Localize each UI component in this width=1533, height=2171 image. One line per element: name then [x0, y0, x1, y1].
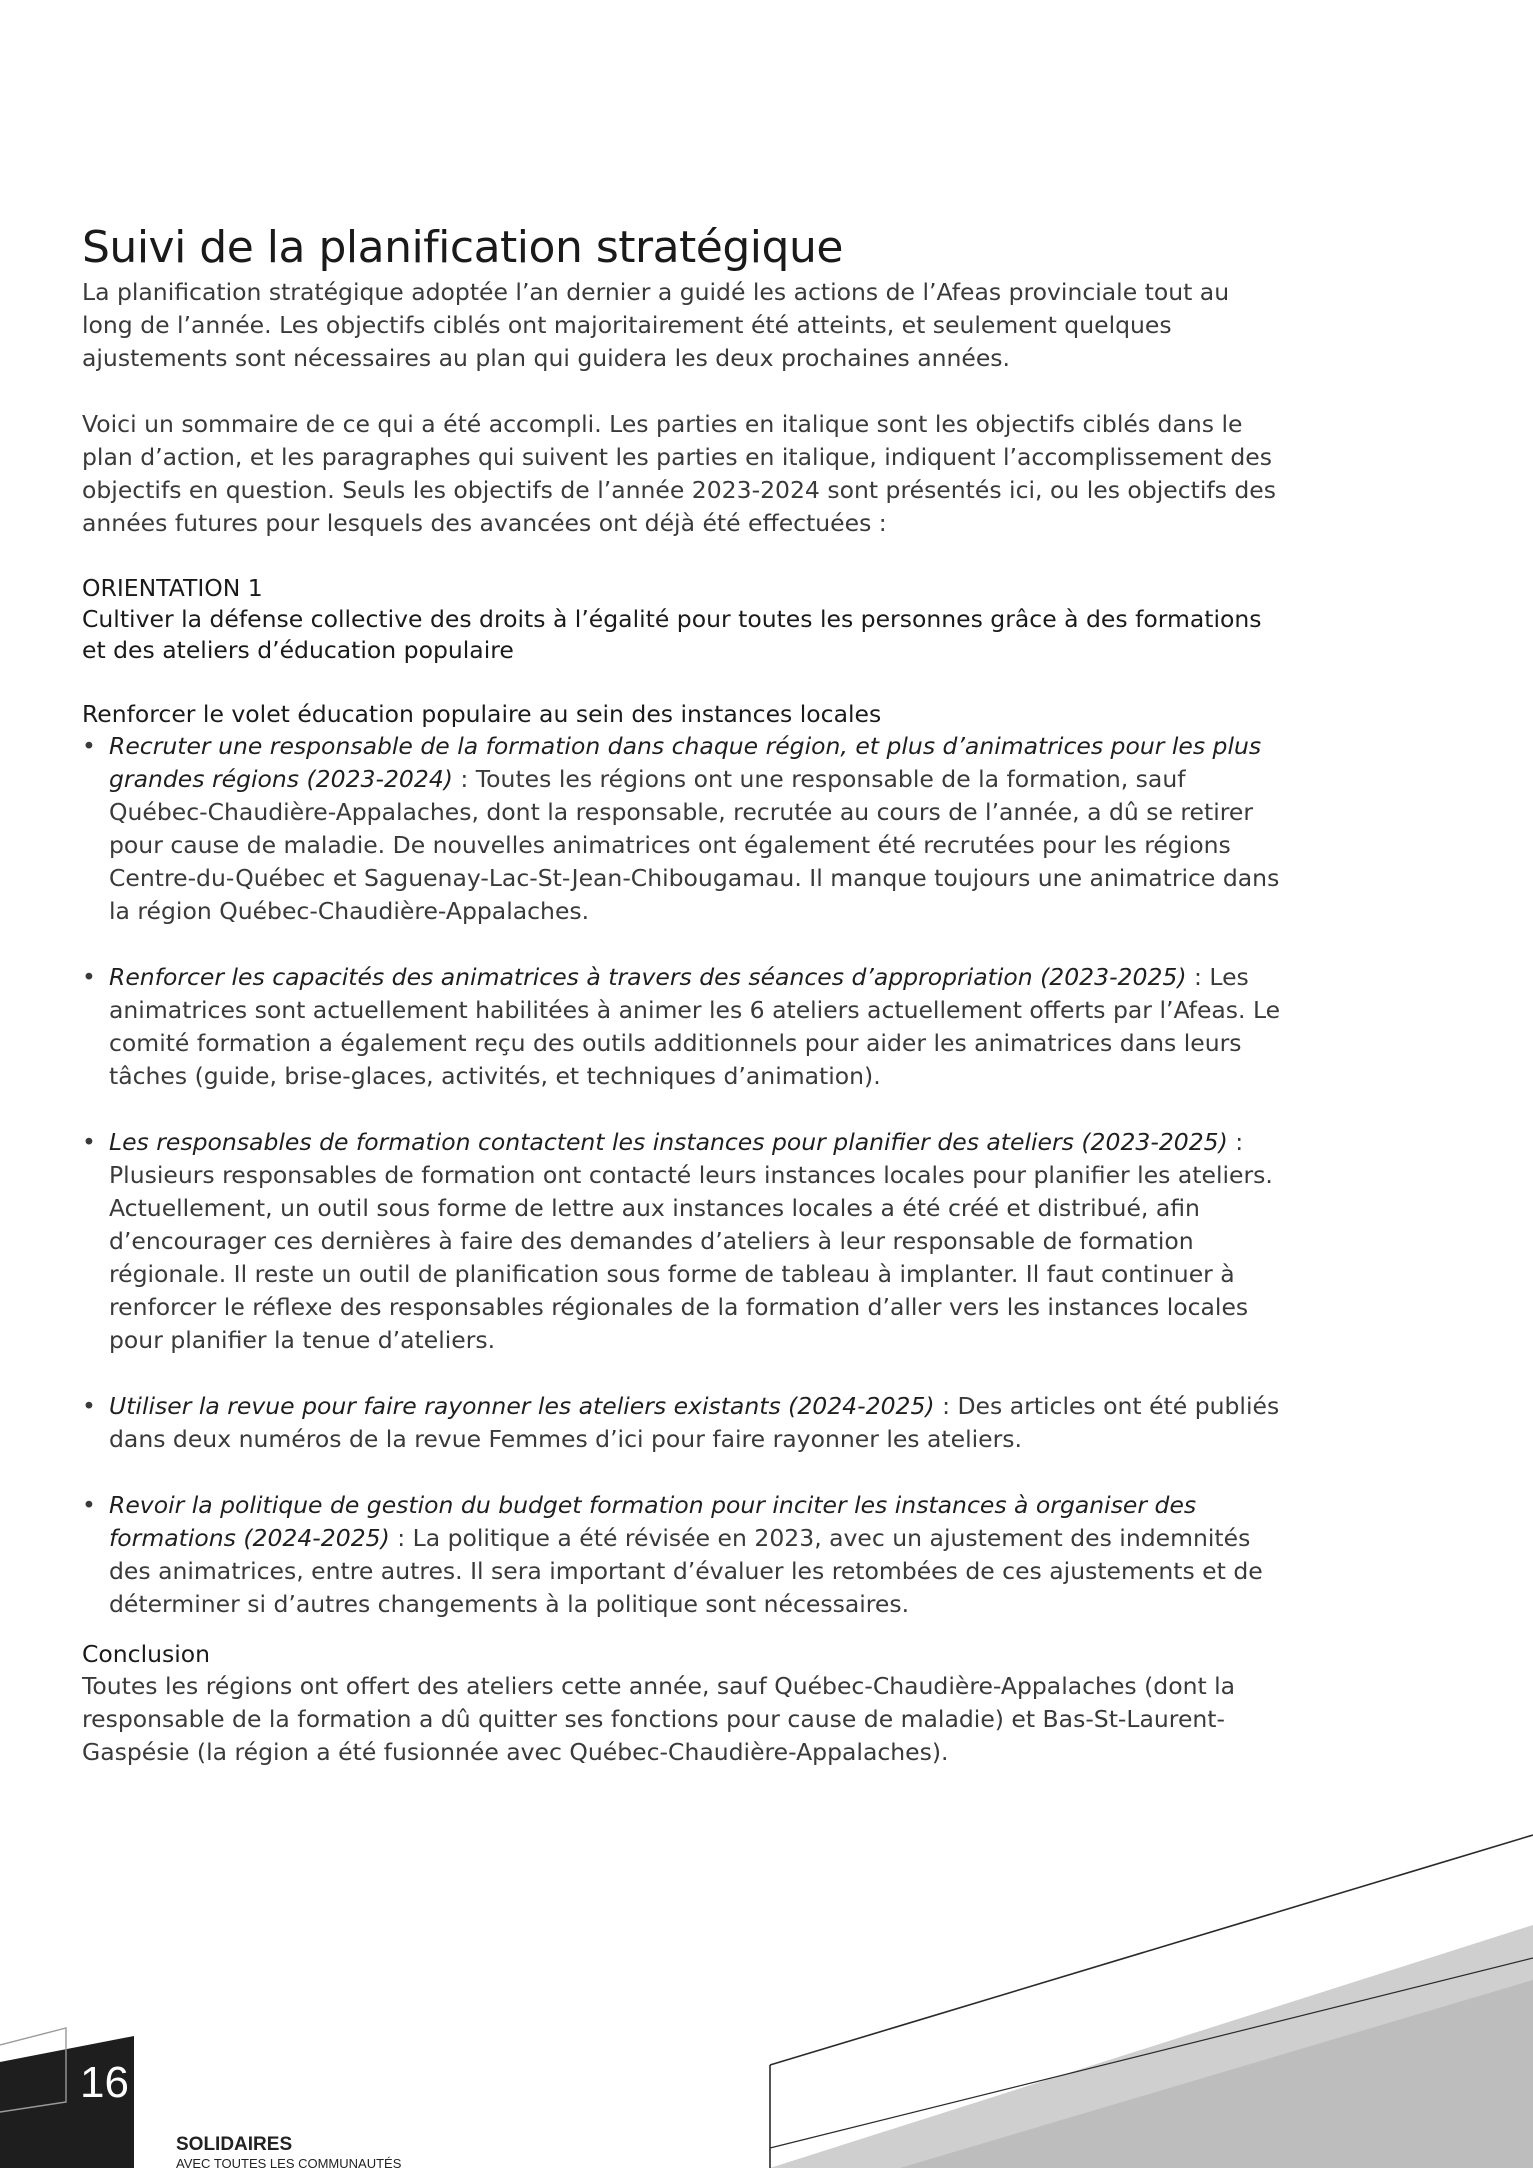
footer-brand: SOLIDAIRES: [176, 2134, 293, 2155]
objective-body: : Plusieurs responsables de formation ont contacté leurs instances locales pour planifier les ateliers. Actuellement, un outil sous forme de lettre aux instances locales a été créé et distribué, afin d’encourager ces dernières à faire des demandes d’ateliers à leur responsable de formation régionale. Il reste un outil de planification sous forme de tableau à implanter. Il faut continuer à renforcer le réflexe des responsables régionales de la formation d’aller vers les instances locales pour planifier la tenue d’ateliers.: [109, 1128, 1273, 1354]
objective-title: Utiliser la revue pour faire rayonner les ateliers existants (2024-2025): [109, 1392, 935, 1420]
objective-body: : Les animatrices sont actuellement habilitées à animer les 6 ateliers actuellement offerts par l’Afeas. Le comité formation a également reçu des outils additionnels pour aider les animatrices dans leurs tâches (guide, brise-glaces, activités, et techniques d’animation).: [109, 963, 1281, 1090]
footer-tagline: AVEC TOUTES LES COMMUNAUTÉS: [176, 2156, 402, 2171]
list-item: [82, 1489, 1282, 1621]
bullet-icon: •: [82, 732, 96, 760]
bullet-icon: •: [82, 963, 96, 991]
intro-paragraph-1: La planification stratégique adoptée l’an dernier a guidé les actions de l’Afeas provinciale tout au long de l’année. Les objectifs ciblés ont majoritairement été atteints, et seulement quelques ajustements sont nécessaires au plan qui guidera les deux prochaines années.: [82, 278, 1230, 372]
bullet-icon: •: [82, 1392, 96, 1420]
list-item: [82, 1390, 1282, 1456]
objective-body: : La politique a été révisée en 2023, avec un ajustement des indemnités des animatrices, entre autres. Il sera important d’évaluer les retombées de ces ajustements et de déterminer si d’autres changements à la politique sont nécessaires.: [109, 1524, 1263, 1618]
bullet-icon: •: [82, 1128, 96, 1156]
page-number: 16: [80, 2058, 129, 2107]
conclusion-heading: Conclusion: [82, 1640, 211, 1668]
objective-title: Renforcer les capacités des animatrices à travers des séances d’appropriation (2023-2025): [109, 963, 1187, 991]
objective-title: Les responsables de formation contactent les instances pour planifier des ateliers (2023-2025): [109, 1128, 1228, 1156]
objective-title: Recruter une responsable de la formation dans chaque région, et plus d’animatrices pour les plus grandes régions (2023-2024): [109, 732, 1262, 793]
spacer: [82, 666, 1282, 699]
objective-body: : Des articles ont été publiés dans deux numéros de la revue Femmes d’ici pour faire rayonner les ateliers.: [109, 1392, 1280, 1453]
section-heading: Renforcer le volet éducation populaire au sein des instances locales: [82, 700, 882, 728]
bullet-icon: •: [82, 1491, 96, 1519]
main-content: [82, 222, 1282, 1769]
intro-paragraph-2: Voici un sommaire de ce qui a été accompli. Les parties en italique sont les objectifs ciblés dans le plan d’action, et les paragraphes qui suivent les parties en italique, indiquent l’accomplissement des objectifs en question. Seuls les objectifs de l’année 2023-2024 sont présentés ici, ou les objectifs des années futures pour lesquels des avancées ont déjà été effectuées :: [82, 410, 1276, 537]
objective-body: : Toutes les régions ont une responsable de la formation, sauf Québec-Chaudière-Appalaches, dont la responsable, recrutée au cours de l’année, a dû se retirer pour cause de maladie. De nouvelles animatrices ont également été recrutées pour les régions Centre-du-Québec et Saguenay-Lac-St-Jean-Chibougamau. Il manque toujours une animatrice dans la région Québec-Chaudière-Appalaches.: [109, 765, 1280, 925]
list-item: [82, 1126, 1282, 1357]
orientation-title: Cultiver la défense collective des droits à l’égalité pour toutes les personnes grâce à des formations et des ateliers d’éducation populaire: [82, 605, 1262, 664]
conclusion-paragraph: Toutes les régions ont offert des ateliers cette année, sauf Québec-Chaudière-Appalaches (dont la responsable de la formation a dû quitter ses fonctions pour cause de maladie) et Bas-St-Laurent-Gaspésie (la région a été fusionnée avec Québec-Chaudière-Appalaches).: [82, 1672, 1236, 1766]
spacer: [82, 540, 1282, 573]
spacer: [82, 375, 1282, 408]
list-item: [82, 730, 1282, 928]
objective-title: Revoir la politique de gestion du budget formation pour inciter les instances à organiser des formations (2024-2025): [109, 1491, 1197, 1552]
objectives-list: [82, 730, 1282, 1621]
page-title: Suivi de la planification stratégique: [82, 222, 843, 273]
list-item: [82, 961, 1282, 1093]
orientation-label: ORIENTATION 1: [82, 574, 263, 602]
